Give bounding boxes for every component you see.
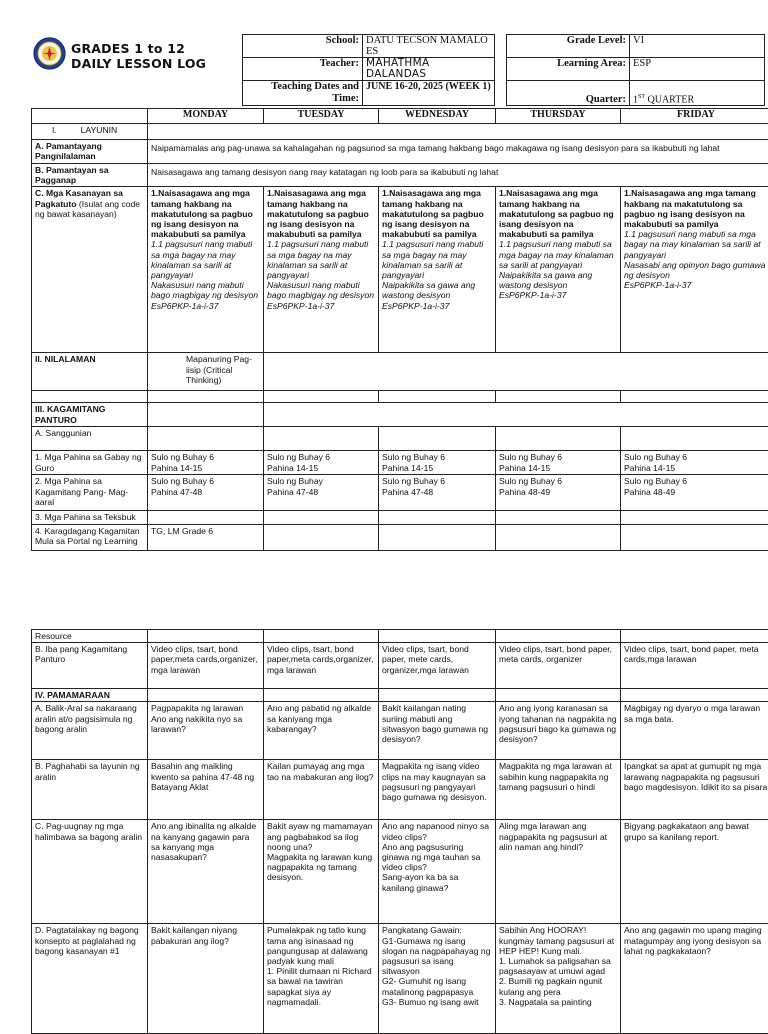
day-header-tuesday: TUESDAY (264, 109, 379, 124)
balik-thursday: Ano ang iyong karanasan sa iyong tahanan na nagpakita ng pagsusuri bago ka gumawa ng desisyon? (496, 702, 621, 760)
pang-mag-aaral-wednesday: Sulo ng Buhay 6 Pahina 47-48 (379, 475, 496, 511)
paghahabi-friday: Ipangkat sa apat at gumupit ng mga larawang nagpapakita ng pagsusuri bago magdesisyon. Idikit ito sa pisara (621, 760, 768, 820)
title-line-1: GRADES 1 to 12 (71, 41, 206, 56)
kasanayan-tuesday: 1.Naisasagawa ang mga tamang hakbang na makatutulong sa pagbuo ng isang desisyon na makabubuti sa pamilya 1.1 pagsusuri nang mabuti sa mga bagay na may kinalaman sa sarili at pangyayari Nakasusuri nang mabuti bago magbigay ng desisyon EsP6PKP-1a-i-37 (264, 187, 379, 353)
teksbuk-label: 3. Mga Pahina sa Teksbuk (32, 511, 148, 524)
sanggunian-label: A. Sanggunian (32, 427, 148, 451)
kasanayan-wednesday: 1.Naisasagawa ang mga tamang hakbang na makatutulong sa pagbuo ng isang desisyon na makabubuti sa pamilya 1.1 pagsusuri nang mabuti sa mga bagay na may kinalaman sa sarili at pangyayari Naipakikita sa gawa ang wastong desisyon EsP6PKP-1a-i-37 (379, 187, 496, 353)
pagganap-label: B. Pamantayan sa Pagganap (32, 164, 148, 187)
dates-label: Teaching Dates and Time: (243, 81, 363, 106)
pagganap-value: Naisasagawa ang tamang desisyon nang may katatagan ng loob para sa ikabubuti ng lahat (148, 164, 768, 187)
kasanayan-row (32, 187, 768, 353)
nilalaman-value: Mapanuring Pag-iisip (Critical Thinking) (148, 353, 264, 391)
karagdagang-label: 4. Karagdagang Kagamitan Mula sa Portal ng Learning (32, 524, 148, 550)
pag-uugnay-tuesday: Bakit ayaw ng mamamayan ang pagbabakod sa ilog noong una? Magpakita ng larawan kung nagpapakita ng tamang desisyon. (264, 820, 379, 924)
gabay-label: 1. Mga Pahina sa Gabay ng Guro (32, 451, 148, 475)
iba-monday: Video clips, tsart, bond paper,meta cards,organizer, mga larawan (148, 643, 264, 689)
pag-uugnay-monday: Ano ang ibinalita ng alkalde na kanyang gagawin para sa kanyang mga nasasakupan? (148, 820, 264, 924)
pagtatalakay-monday: Bakit kailangan niyang pabakuran ang ilog? (148, 924, 264, 1034)
kasanayan-monday: 1.Naisasagawa ang mga tamang hakbang na makatutulong sa pagbuo ng isang desisyon na makabubuti sa pamilya 1.1 pagsusuri nang mabuti sa mga bagay na may kinalaman sa sarili at pangyayari Nakasusuri nang mabuti bago magbigay ng desisyon EsP6PKP-1a-i-37 (148, 187, 264, 353)
deped-seal-logo (33, 37, 66, 70)
lesson-log-table-page-1 (31, 108, 768, 551)
gabay-tuesday: Sulo ng Buhay 6 Pahina 14-15 (264, 451, 379, 475)
kasanayan-thursday: 1.Naisasagawa ang mga tamang hakbang na makatutulong sa pagbuo ng isang desisyon na makabubuti sa pamilya 1.1 pagsusuri nang mabuti sa mga bagay na may kinalaman sa sarili at pangyayari Naipakikita sa gawa ang wastong desisyon EsP6PKP-1a-i-37 (496, 187, 621, 353)
grade-level-value: VI (630, 35, 765, 58)
iba-label: B. Iba pang Kagamitang Panturo (32, 643, 148, 689)
kasanayan-friday: 1.Naisasagawa ang mga tamang hakbang na makatutulong sa pagbuo ng isang desisyon na makabubuti sa pamilya 1.1 pagsusuri nang mabuti sa mga bagay na may kinalaman sa sarili at pangyayari Nasasabi ang opinyon bago gumawa ng desisyon EsP6PKP-1a-i-37 (621, 187, 768, 353)
pamantayang-label: A. Pamantayang Pangnilalaman (32, 140, 148, 164)
iba-wednesday: Video clips, tsart, bond paper, mete cards, organizer,mga larawan (379, 643, 496, 689)
pamamaraan-label: IV. PAMAMARAAN (32, 689, 148, 702)
nilalaman-label: II. NILALAMAN (32, 353, 148, 391)
balik-monday: Pagpapakita ng larawan Ano ang nakikita nyo sa larawan? (148, 702, 264, 760)
pag-uugnay-label: C. Pag-uugnay ng mga halimbawa sa bagong aralin (32, 820, 148, 924)
pang-mag-aaral-friday: Sulo ng Buhay 6 Pahina 48-49 (621, 475, 768, 511)
paghahabi-wednesday: Magpakita ng isang video clips na may kaugnayan sa pagsusuri ng pangyayari bago gumawa ng desisyon. (379, 760, 496, 820)
paghahabi-thursday: Magpakita ng mga larawan at sabihin kung nagpapakita ng tamang pagsusuri o hindi (496, 760, 621, 820)
document-title (71, 41, 206, 71)
day-header-thursday: THURSDAY (496, 109, 621, 124)
balik-label: A. Balik-Aral sa nakaraang aralin at/o pagsisimula ng bagong aralin (32, 702, 148, 760)
paghahabi-label: B. Paghahabi sa layunin ng aralin (32, 760, 148, 820)
day-header-wednesday: WEDNESDAY (379, 109, 496, 124)
gabay-thursday: Sulo ng Buhay 6 Pahina 14-15 (496, 451, 621, 475)
quarter-label: Quarter: (507, 81, 630, 106)
iba-friday: Video clips, tsart, bond paper, meta cards,mga larawan (621, 643, 768, 689)
learning-area-value: ESP (630, 58, 765, 81)
iba-tuesday: Video clips, tsart, bond paper,meta cards,organizer, mga larawan (264, 643, 379, 689)
school-value: DATU TECSON MAMALO ES (363, 35, 495, 58)
school-label: School: (243, 35, 363, 58)
title-line-2: DAILY LESSON LOG (71, 56, 206, 71)
layunin-heading: I. LAYUNIN (32, 124, 148, 140)
pag-uugnay-friday: Bigyang pagkakataon ang bawat grupo sa kanilang report. (621, 820, 768, 924)
teacher-label: Teacher: (243, 58, 363, 81)
pagtatalakay-tuesday: Pumalakpak ng tatlo kung tama ang isinasaad ng pangungusap at dalawang padyak kung mali 1. Pinilit dumaan ni Richard sa bawal na tawiran sapagkat siya ay nagmamadali. (264, 924, 379, 1034)
balik-wednesday: Bakit kailangan nating suriing mabuti ang sitwasyon bago gumawa ng desisyon? (379, 702, 496, 760)
paghahabi-monday: Basahin ang maikling kwento sa pahina 47-48 ng Batayang Aklat (148, 760, 264, 820)
kasanayan-label: C. Mga Kasanayan sa Pagkatuto (Isulat ang code ng bawat kasanayan) (32, 187, 148, 353)
pang-mag-aaral-tuesday: Sulo ng Buhay Pahina 47-48 (264, 475, 379, 511)
pagtatalakay-friday: Ano ang gagawin mo upang maging matagumpay ang iyong desisyon sa lahat ng pagkakataon? (621, 924, 768, 1034)
karagdagang-monday: TG, LM Grade 6 (148, 524, 264, 550)
pagtatalakay-wednesday: Pangkatang Gawain: G1-Gumawa ng isang slogan na nagpapahayag ng pagsusuri sa isang sitwasyon G2- Gumuhit ng isang matalinong pagpapasya G3- Bumuo ng isang awit (379, 924, 496, 1034)
grade-level-label: Grade Level: (507, 35, 630, 58)
learning-area-label: Learning Area: (507, 58, 630, 81)
dates-value: JUNE 16-20, 2025 (WEEK 1) (363, 81, 495, 106)
pagtatalakay-thursday: Sabihin Ang HOORAY! kungmay tamang pagsusuri at HEP HEP! Kung mali. 1. Lumahok sa paligsahan sa pagsasayaw at umuwi agad 2. Bumili ng pagkain ngunit kulang ang pera 3. Nagpatala sa painting (496, 924, 621, 1034)
day-header-monday: MONDAY (148, 109, 264, 124)
teacher-value: MAHATHMA DALANDAS (363, 58, 495, 81)
pag-uugnay-thursday: Aling mga larawan ang nagpapakita ng pagsusuri at alin naman ang hindi? (496, 820, 621, 924)
pagtatalakay-label: D. Pagtatalakay ng bagong konsepto at paglalahad ng bagong kasanayan #1 (32, 924, 148, 1034)
gabay-friday: Sulo ng Buhay 6 Pahina 14-15 (621, 451, 768, 475)
balik-friday: Magbigay ng dyaryo o mga larawan sa mga bata. (621, 702, 768, 760)
pamantayang-value: Naipamamalas ang pag-unawa sa kahalagahan ng pagsunod sa mga tamang hakbang bago makagawa ng isang desisyon para sa ikabubuti ng lahat (148, 140, 768, 164)
paghahabi-tuesday: Kailan pumayag ang mga tao na mabakuran ang ilog? (264, 760, 379, 820)
balik-tuesday: Ano ang pabatid ng alkalde sa kaniyang mga kabarangay? (264, 702, 379, 760)
pang-mag-aaral-monday: Sulo ng Buhay 6 Pahina 47-48 (148, 475, 264, 511)
iba-thursday: Video clips, tsart, bond paper, meta cards, organizer (496, 643, 621, 689)
resource-label: Resource (32, 630, 148, 643)
header-info-table (242, 34, 765, 106)
kagamitan-label: III. KAGAMITANG PANTURO (32, 403, 148, 427)
pang-mag-aaral-label: 2. Mga Pahina sa Kagamitang Pang- Mag-aaral (32, 475, 148, 511)
day-header-friday: FRIDAY (621, 109, 768, 124)
gabay-monday: Sulo ng Buhay 6 Pahina 14-15 (148, 451, 264, 475)
lesson-log-table-page-2 (31, 629, 768, 1034)
pag-uugnay-wednesday: Ano ang napanood ninyo sa video clips? Ano ang pagsusuring ginawa ng mga tauhan sa video clips? Sang-ayon ka ba sa kanilang ginawa? (379, 820, 496, 924)
quarter-value: 1ST QUARTER (630, 81, 765, 106)
gabay-wednesday: Sulo ng Buhay 6 Pahina 14-15 (379, 451, 496, 475)
pang-mag-aaral-thursday: Sulo ng Buhay 6 Pahina 48-49 (496, 475, 621, 511)
